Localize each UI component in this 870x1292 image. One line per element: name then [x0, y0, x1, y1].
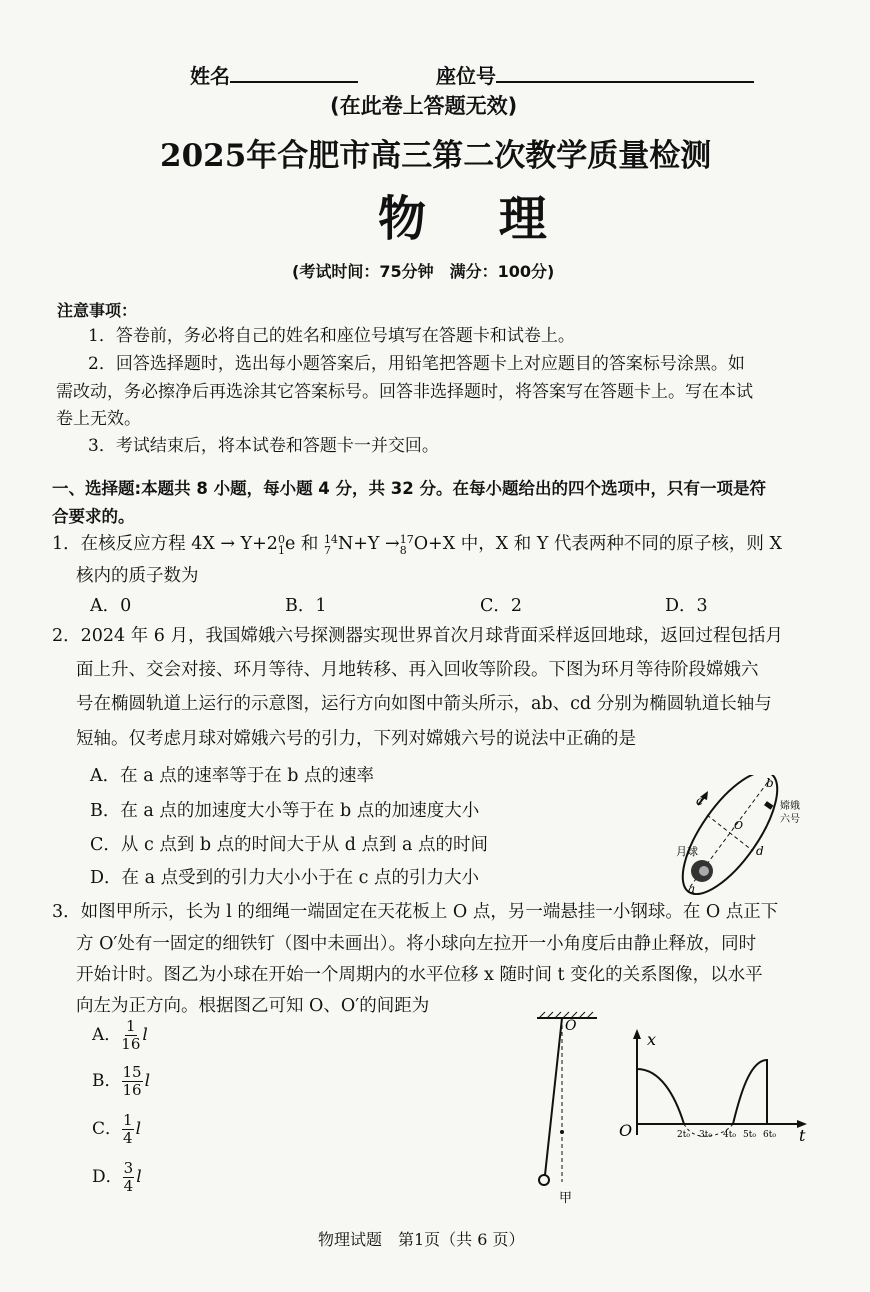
q2-option-d: D．在 a 点受到的引力大小小于在 c 点的引力大小 — [90, 868, 480, 888]
q3-stem-line-1: 3．如图甲所示，长为 l 的细绳一端固定在天花板上 O 点，另一端悬挂一小钢球。在 O 点正下 — [52, 902, 779, 922]
q3-stem-line-4: 向左为正方向。根据图乙可知 O、O′的间距为 — [76, 996, 430, 1016]
label-d: d — [756, 844, 764, 858]
notice-item-2-line-2: 需改动，务必擦净后再选涂其它答案标号。回答非选择题时，将答案写在答题卡上。写在本试 — [56, 382, 753, 402]
q1-n-symbol: N+Y → — [337, 534, 400, 554]
q2-option-c: C．从 c 点到 b 点的时间大于从 d 点到 a 点的时间 — [90, 835, 489, 855]
q1-stem — [52, 530, 782, 558]
minor-axis — [707, 815, 753, 851]
q1-e-symbol: e — [284, 534, 296, 554]
tick-5t0: 5t₀ — [743, 1130, 756, 1140]
q1-n-charge: 7 — [323, 543, 331, 557]
xt-graph — [615, 1025, 815, 1145]
tick-4t0: 4t₀ — [723, 1130, 736, 1140]
x-axis-label: t — [799, 1126, 806, 1145]
orbit-ellipse — [666, 775, 794, 895]
q2-stem-line-3: 号在椭圆轨道上运行的示意图，运行方向如图中箭头所示，ab、cd 分别为椭圆轨道长轴与 — [76, 694, 772, 714]
q1-e-charge: 1 — [277, 543, 285, 557]
point-o-label: O — [565, 1018, 577, 1034]
moon-highlight — [699, 866, 709, 876]
label-a: a — [688, 882, 696, 895]
seat-blank — [496, 61, 754, 83]
notice-item-2-line-3: 卷上无效。 — [56, 409, 141, 429]
notice-item-1: 1．答卷前，务必将自己的姓名和座位号填写在答题卡和试卷上。 — [88, 326, 575, 346]
steel-ball — [539, 1175, 549, 1185]
seat-label: 座位号 — [436, 64, 496, 88]
q3-option-c: C． $\frac{1}{4}$ l — [92, 1111, 141, 1147]
tick-3t0: 3t₀ — [699, 1130, 712, 1140]
q3-option-a: A． $\frac{1}{16}$ l — [92, 1017, 148, 1053]
q3-option-d: D． $\frac{3}{4}$ l — [92, 1159, 142, 1195]
q2-stem-line-4: 短轴。仅考虑月球对嫦娥六号的引力，下列对嫦娥六号的说法中正确的是 — [76, 729, 636, 749]
q2-stem-line-1: 2．2024 年 6 月，我国嫦娥六号探测器实现世界首次月球背面采样返回地球，返回过程包括月 — [52, 626, 783, 646]
y-axis-label: x — [647, 1030, 657, 1049]
q1-option-a: A．0 — [90, 596, 132, 616]
origin-label: O — [619, 1121, 633, 1140]
name-label: 姓名 — [190, 64, 230, 88]
q1-o-mass: 17 — [399, 532, 414, 546]
q2-option-a: A．在 a 点的速率等于在 b 点的速率 — [90, 766, 375, 786]
curve-first-half — [637, 1069, 684, 1124]
tick-6t0: 6t₀ — [763, 1130, 776, 1140]
q1-n-mass: 14 — [323, 532, 338, 546]
page-footer: 物理试题 第1页（共 6 页） — [318, 1230, 525, 1249]
spacecraft-icon — [764, 801, 773, 810]
q3-stem-line-2: 方 O′处有一固定的细铁钉（图中未画出）。将小球向左拉开一小角度后由静止释放，同时 — [76, 934, 757, 954]
craft-label-1: 嫦娥 — [780, 801, 800, 812]
nail-mark — [560, 1130, 564, 1134]
figure-jia-caption: 甲 — [559, 1191, 573, 1206]
notice-item-3: 3．考试结束后，将本试卷和答题卡一并交回。 — [88, 436, 439, 456]
q1-e-mass: 0 — [277, 532, 285, 546]
section-heading-line-2: 合要求的。 — [52, 507, 135, 526]
y-axis-arrow-icon — [633, 1029, 641, 1039]
notice-item-2-line-1: 2．回答选择题时，选出每小题答案后，用铅笔把答题卡上对应题目的答案标号涂黑。如 — [88, 354, 745, 374]
moon-label: 月球 — [676, 845, 698, 858]
q1-stem-line-2: 核内的质子数为 — [76, 566, 199, 586]
q1-option-b: B．1 — [285, 596, 327, 616]
q2-stem-line-2: 面上升、交会对接、环月等待、月地转移、再入回收等阶段。下图为环月等待阶段嫦娥六 — [76, 660, 759, 680]
subject-title: 物 理 — [378, 191, 575, 247]
name-field — [190, 60, 358, 89]
craft-label-2: 六号 — [780, 814, 800, 825]
label-center: O — [734, 819, 744, 832]
curve-second-half — [733, 1060, 767, 1124]
q3-stem-line-3: 开始计时。图乙为小球在开始一个周期内的水平位移 x 随时间 t 变化的关系图像，以水平 — [76, 965, 763, 985]
label-b: b — [766, 776, 774, 790]
name-blank — [230, 61, 358, 83]
pendulum-figure — [525, 1010, 615, 1210]
orbit-figure — [660, 775, 820, 895]
q1-stem-pre: 1．在核反应方程 4X → Y+2 — [52, 534, 278, 554]
q1-o-charge: 8 — [399, 543, 407, 557]
q3-option-b: B． $\frac{15}{16}$ l — [92, 1063, 151, 1099]
notice-title: 注意事项： — [57, 301, 138, 320]
label-c: c — [696, 794, 703, 808]
q1-and: 和 — [295, 534, 324, 554]
q1-option-c: C．2 — [480, 596, 523, 616]
section-heading-line-1: 一、选择题:本题共 8 小题，每小题 4 分，共 32 分。在每小题给出的四个选项中，只有一项是符 — [52, 479, 766, 498]
exam-info: (考试时间：75分钟 满分：100分) — [292, 262, 555, 281]
q1-option-d: D．3 — [665, 596, 708, 616]
string — [545, 1018, 562, 1175]
q2-option-b: B．在 a 点的加速度大小等于在 b 点的加速度大小 — [90, 801, 480, 821]
invalid-note: (在此卷上答题无效) — [330, 94, 518, 118]
q1-o-symbol: O+X 中，X 和 Y 代表两种不同的原子核，则 X — [413, 534, 782, 554]
exam-title: 2025年合肥市高三第二次教学质量检测 — [160, 138, 712, 174]
tick-2t0: 2t₀ — [677, 1130, 690, 1140]
seat-field — [436, 60, 754, 89]
